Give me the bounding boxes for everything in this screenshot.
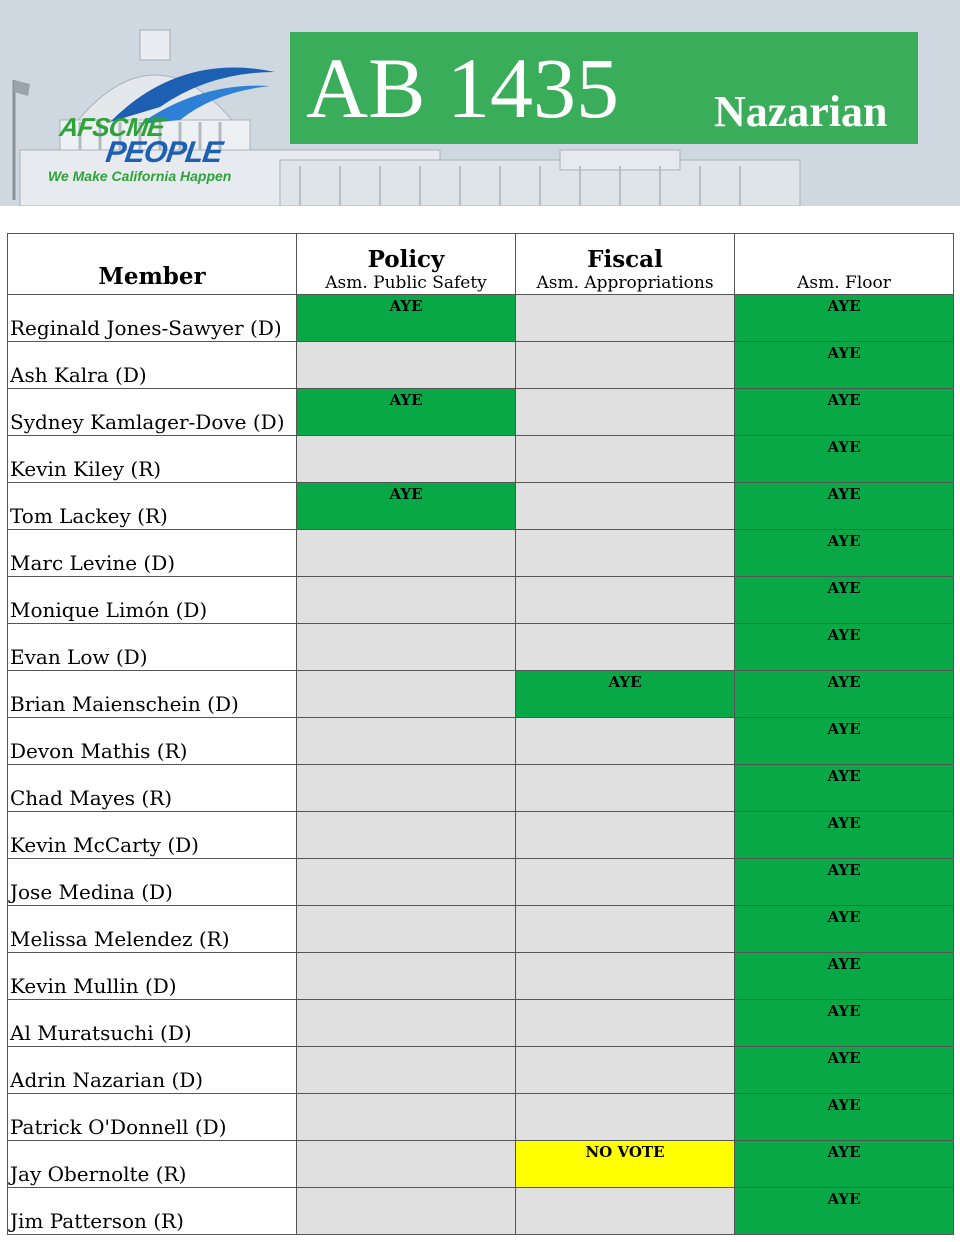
table-row [8,671,954,718]
vote-cell [297,1094,516,1141]
member-name-cell: Jose Medina (D) [8,859,297,906]
table-row [8,577,954,624]
vote-cell: AYE [735,389,954,436]
vote-cell [297,342,516,389]
vote-cell [516,718,735,765]
member-name-cell: Sydney Kamlager-Dove (D) [8,389,297,436]
vote-cell [297,859,516,906]
vote-cell: AYE [735,577,954,624]
vote-cell [516,295,735,342]
table-row [8,342,954,389]
vote-cell: AYE [735,624,954,671]
vote-cell: NO VOTE [516,1141,735,1188]
table-row [8,765,954,812]
member-name-cell: Kevin Kiley (R) [8,436,297,483]
vote-cell [516,483,735,530]
member-name-cell: Ash Kalra (D) [8,342,297,389]
vote-cell [516,765,735,812]
member-name-cell: Jay Obernolte (R) [8,1141,297,1188]
vote-cell: AYE [297,483,516,530]
title-box [290,32,918,144]
member-name-cell: Kevin McCarty (D) [8,812,297,859]
vote-cell [297,624,516,671]
table-row [8,906,954,953]
vote-cell: AYE [297,295,516,342]
vote-cell [516,624,735,671]
vote-cell [516,436,735,483]
table-row [8,1141,954,1188]
vote-cell [516,1000,735,1047]
column-title: Fiscal [587,246,663,273]
vote-cell: AYE [735,342,954,389]
vote-cell [297,718,516,765]
logo-people-text: PEOPLE [103,136,225,169]
vote-table-body [8,295,954,1235]
logo-tagline: We Make California Happen [48,168,232,184]
member-name-cell: Devon Mathis (R) [8,718,297,765]
vote-cell: AYE [735,1000,954,1047]
vote-cell [516,1047,735,1094]
vote-cell [297,436,516,483]
vote-cell: AYE [735,1141,954,1188]
floor-column-header [735,234,954,295]
afscme-people-logo [40,62,270,192]
vote-cell: AYE [735,530,954,577]
vote-cell: AYE [735,1188,954,1235]
vote-cell: AYE [735,859,954,906]
member-name-cell: Marc Levine (D) [8,530,297,577]
member-column-header: Member [8,234,297,295]
table-row [8,1094,954,1141]
vote-cell [297,1188,516,1235]
table-row [8,436,954,483]
vote-table [7,233,954,1235]
table-row [8,859,954,906]
member-name-cell: Reginald Jones-Sawyer (D) [8,295,297,342]
vote-cell [516,342,735,389]
table-row [8,530,954,577]
fiscal-column-header [516,234,735,295]
vote-cell [297,1141,516,1188]
vote-cell: AYE [735,1094,954,1141]
member-name-cell: Jim Patterson (R) [8,1188,297,1235]
vote-cell: AYE [735,295,954,342]
vote-cell: AYE [516,671,735,718]
member-name-cell: Kevin Mullin (D) [8,953,297,1000]
vote-cell [297,1000,516,1047]
table-row [8,1000,954,1047]
column-title: Policy [367,246,445,273]
vote-cell [297,765,516,812]
table-row [8,1047,954,1094]
bill-number: AB 1435 [306,40,619,136]
vote-cell: AYE [735,812,954,859]
table-header-row [8,234,954,295]
table-row [8,1188,954,1235]
member-name-cell: Patrick O'Donnell (D) [8,1094,297,1141]
vote-cell [297,1047,516,1094]
vote-cell [516,906,735,953]
member-name-cell: Melissa Melendez (R) [8,906,297,953]
vote-cell: AYE [735,953,954,1000]
vote-cell [297,906,516,953]
vote-cell [516,530,735,577]
vote-cell: AYE [297,389,516,436]
vote-cell: AYE [735,483,954,530]
table-row [8,624,954,671]
vote-cell [516,953,735,1000]
column-subtitle: Asm. Public Safety [325,273,487,293]
vote-cell [297,953,516,1000]
column-subtitle: Asm. Floor [797,273,891,293]
member-name-cell: Chad Mayes (R) [8,765,297,812]
logo-afscme-text: AFSCME [57,112,166,142]
vote-cell: AYE [735,671,954,718]
vote-cell [297,812,516,859]
column-subtitle: Asm. Appropriations [536,273,714,293]
table-row [8,295,954,342]
policy-column-header [297,234,516,295]
table-row [8,953,954,1000]
vote-cell [297,671,516,718]
member-name-cell: Al Muratsuchi (D) [8,1000,297,1047]
header-banner [0,0,960,206]
vote-cell: AYE [735,436,954,483]
bill-author: Nazarian [714,87,888,136]
vote-cell [516,812,735,859]
member-name-cell: Evan Low (D) [8,624,297,671]
vote-cell [297,530,516,577]
table-row [8,718,954,765]
vote-cell [516,1094,735,1141]
table-row [8,812,954,859]
vote-cell: AYE [735,906,954,953]
vote-cell [516,577,735,624]
vote-cell: AYE [735,1047,954,1094]
vote-cell [516,859,735,906]
vote-cell [297,577,516,624]
table-row [8,389,954,436]
member-name-cell: Tom Lackey (R) [8,483,297,530]
vote-cell: AYE [735,765,954,812]
table-row [8,483,954,530]
member-name-cell: Adrin Nazarian (D) [8,1047,297,1094]
member-name-cell: Brian Maienschein (D) [8,671,297,718]
vote-cell [516,389,735,436]
vote-cell [516,1188,735,1235]
vote-cell: AYE [735,718,954,765]
member-name-cell: Monique Limón (D) [8,577,297,624]
